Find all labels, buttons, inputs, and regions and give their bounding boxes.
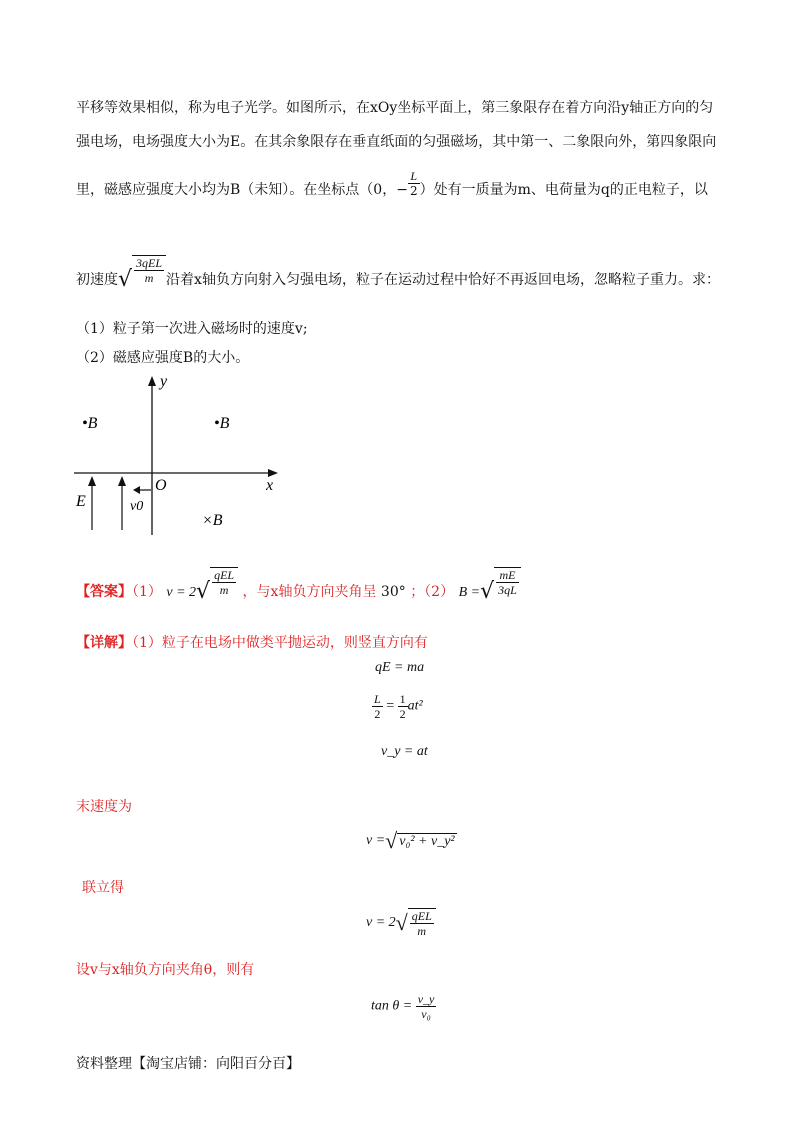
fraction-l-over-2 bbox=[408, 169, 420, 198]
sqrt-den: m bbox=[144, 271, 154, 285]
eq4-body: v₀² + v_y² bbox=[399, 833, 455, 849]
eq4-lhs: v = bbox=[366, 833, 386, 849]
detail-tag: 【详解】 bbox=[76, 635, 132, 651]
sqrt-icon: √ bbox=[480, 579, 495, 604]
problem-line-4a: 初速度 bbox=[76, 272, 118, 288]
sqrt-icon: √ bbox=[118, 267, 133, 292]
answer-v-eq: v = 2 bbox=[166, 585, 197, 600]
sqrt-3qel-over-m bbox=[132, 255, 166, 285]
sqrt-icon: √ bbox=[385, 828, 398, 853]
final-speed-label: 末速度为 bbox=[76, 799, 132, 815]
v0-label: v0 bbox=[130, 499, 144, 514]
answer-b-num: mE bbox=[496, 568, 519, 583]
answer-b-eq: B = bbox=[458, 585, 481, 600]
equation-4 bbox=[366, 828, 457, 854]
eq6-lhs: tan θ = bbox=[371, 998, 413, 1014]
x-label: x bbox=[266, 477, 274, 494]
combine-label: 联立得 bbox=[82, 880, 124, 896]
answer-b-sqrt bbox=[494, 567, 521, 597]
answer-v-den: m bbox=[219, 583, 229, 597]
eq6-num: v_y bbox=[417, 992, 435, 1006]
footer-note: 资料整理【淘宝店铺：向阳百分百】 bbox=[76, 1056, 300, 1072]
b-fourth-quadrant: ×B bbox=[202, 512, 223, 529]
eq2-lhs-den: 2 bbox=[374, 707, 381, 721]
answer-angle: 30° bbox=[380, 584, 406, 600]
angle-label: 设v与x轴负方向夹角θ，则有 bbox=[76, 962, 255, 978]
sqrt-icon: √ bbox=[395, 910, 408, 935]
eq6-den: v₀ bbox=[421, 1007, 431, 1021]
problem-line-4 bbox=[76, 256, 720, 292]
sqrt-icon: √ bbox=[196, 579, 211, 604]
answer-v-num: qEL bbox=[214, 568, 235, 582]
coordinate-figure bbox=[60, 370, 300, 540]
e-label: E bbox=[76, 493, 86, 510]
eq5-num: qEL bbox=[411, 909, 432, 923]
eq2-rhs-den: 2 bbox=[399, 707, 406, 721]
problem-line-3 bbox=[76, 168, 708, 200]
b-second-quadrant: •B bbox=[82, 415, 98, 432]
equation-2 bbox=[372, 692, 423, 721]
eq5-den: m bbox=[417, 924, 427, 938]
eq2-lhs-num: L bbox=[374, 692, 381, 706]
answer-tag: 【答案】 bbox=[76, 584, 132, 600]
question-2: （2）磁感应强度B的大小。 bbox=[76, 350, 250, 366]
problem-line-3a: 里，磁感应强度大小均为B（未知）。在坐标点（0，− bbox=[76, 182, 408, 198]
answer-v-sqrt bbox=[210, 567, 238, 597]
equation-3: v_y = at bbox=[381, 744, 428, 759]
answer-b-den: 3qL bbox=[498, 583, 517, 597]
equation-6 bbox=[371, 992, 436, 1021]
question-1: （1）粒子第一次进入磁场时的速度v; bbox=[76, 321, 308, 337]
frac-den: 2 bbox=[409, 183, 418, 198]
equation-1: qE = ma bbox=[375, 660, 425, 675]
answer-part1-tail: ，与x轴负方向夹角呈 bbox=[242, 584, 377, 600]
problem-line-4b: 沿着x轴负方向射入匀强电场，粒子在运动过程中恰好不再返回电场，忽略粒子重力。求： bbox=[166, 272, 720, 288]
origin-label: O bbox=[155, 477, 167, 494]
answer-line bbox=[76, 568, 521, 604]
field-arrow-2-icon bbox=[118, 476, 126, 486]
y-axis-arrow-icon bbox=[148, 376, 156, 386]
answer-part1-label: （1） bbox=[132, 584, 162, 600]
equation-5 bbox=[366, 908, 436, 938]
eq2-rhs-num: 1 bbox=[399, 692, 406, 706]
eq2-tail: at² bbox=[407, 698, 423, 714]
b-first-quadrant: •B bbox=[214, 415, 230, 432]
v0-arrow-icon bbox=[133, 486, 140, 494]
detail-line bbox=[76, 633, 428, 653]
frac-num: L bbox=[408, 169, 420, 184]
problem-line-2: 强电场，电场强度大小为E。在其余象限存在垂直纸面的匀强磁场，其中第一、二象限向外，第四象限向 bbox=[76, 134, 717, 150]
eq5-lhs: v = 2 bbox=[366, 915, 396, 931]
detail-text: （1）粒子在电场中做类平抛运动，则竖直方向有 bbox=[132, 635, 428, 651]
answer-separator: ；（2） bbox=[410, 584, 455, 600]
sqrt-num: 3qEL bbox=[136, 256, 163, 270]
y-label: y bbox=[160, 373, 168, 390]
problem-line-1: 平移等效果相似，称为电子光学。如图所示，在xOy坐标平面上，第三象限存在着方向沿y轴正方向的匀 bbox=[76, 100, 714, 116]
eq2-equals: = bbox=[386, 698, 395, 714]
field-arrow-1-icon bbox=[88, 476, 96, 486]
problem-line-3b: ）处有一质量为m、电荷量为q的正电粒子，以 bbox=[419, 182, 708, 198]
x-axis-arrow-icon bbox=[268, 469, 278, 477]
